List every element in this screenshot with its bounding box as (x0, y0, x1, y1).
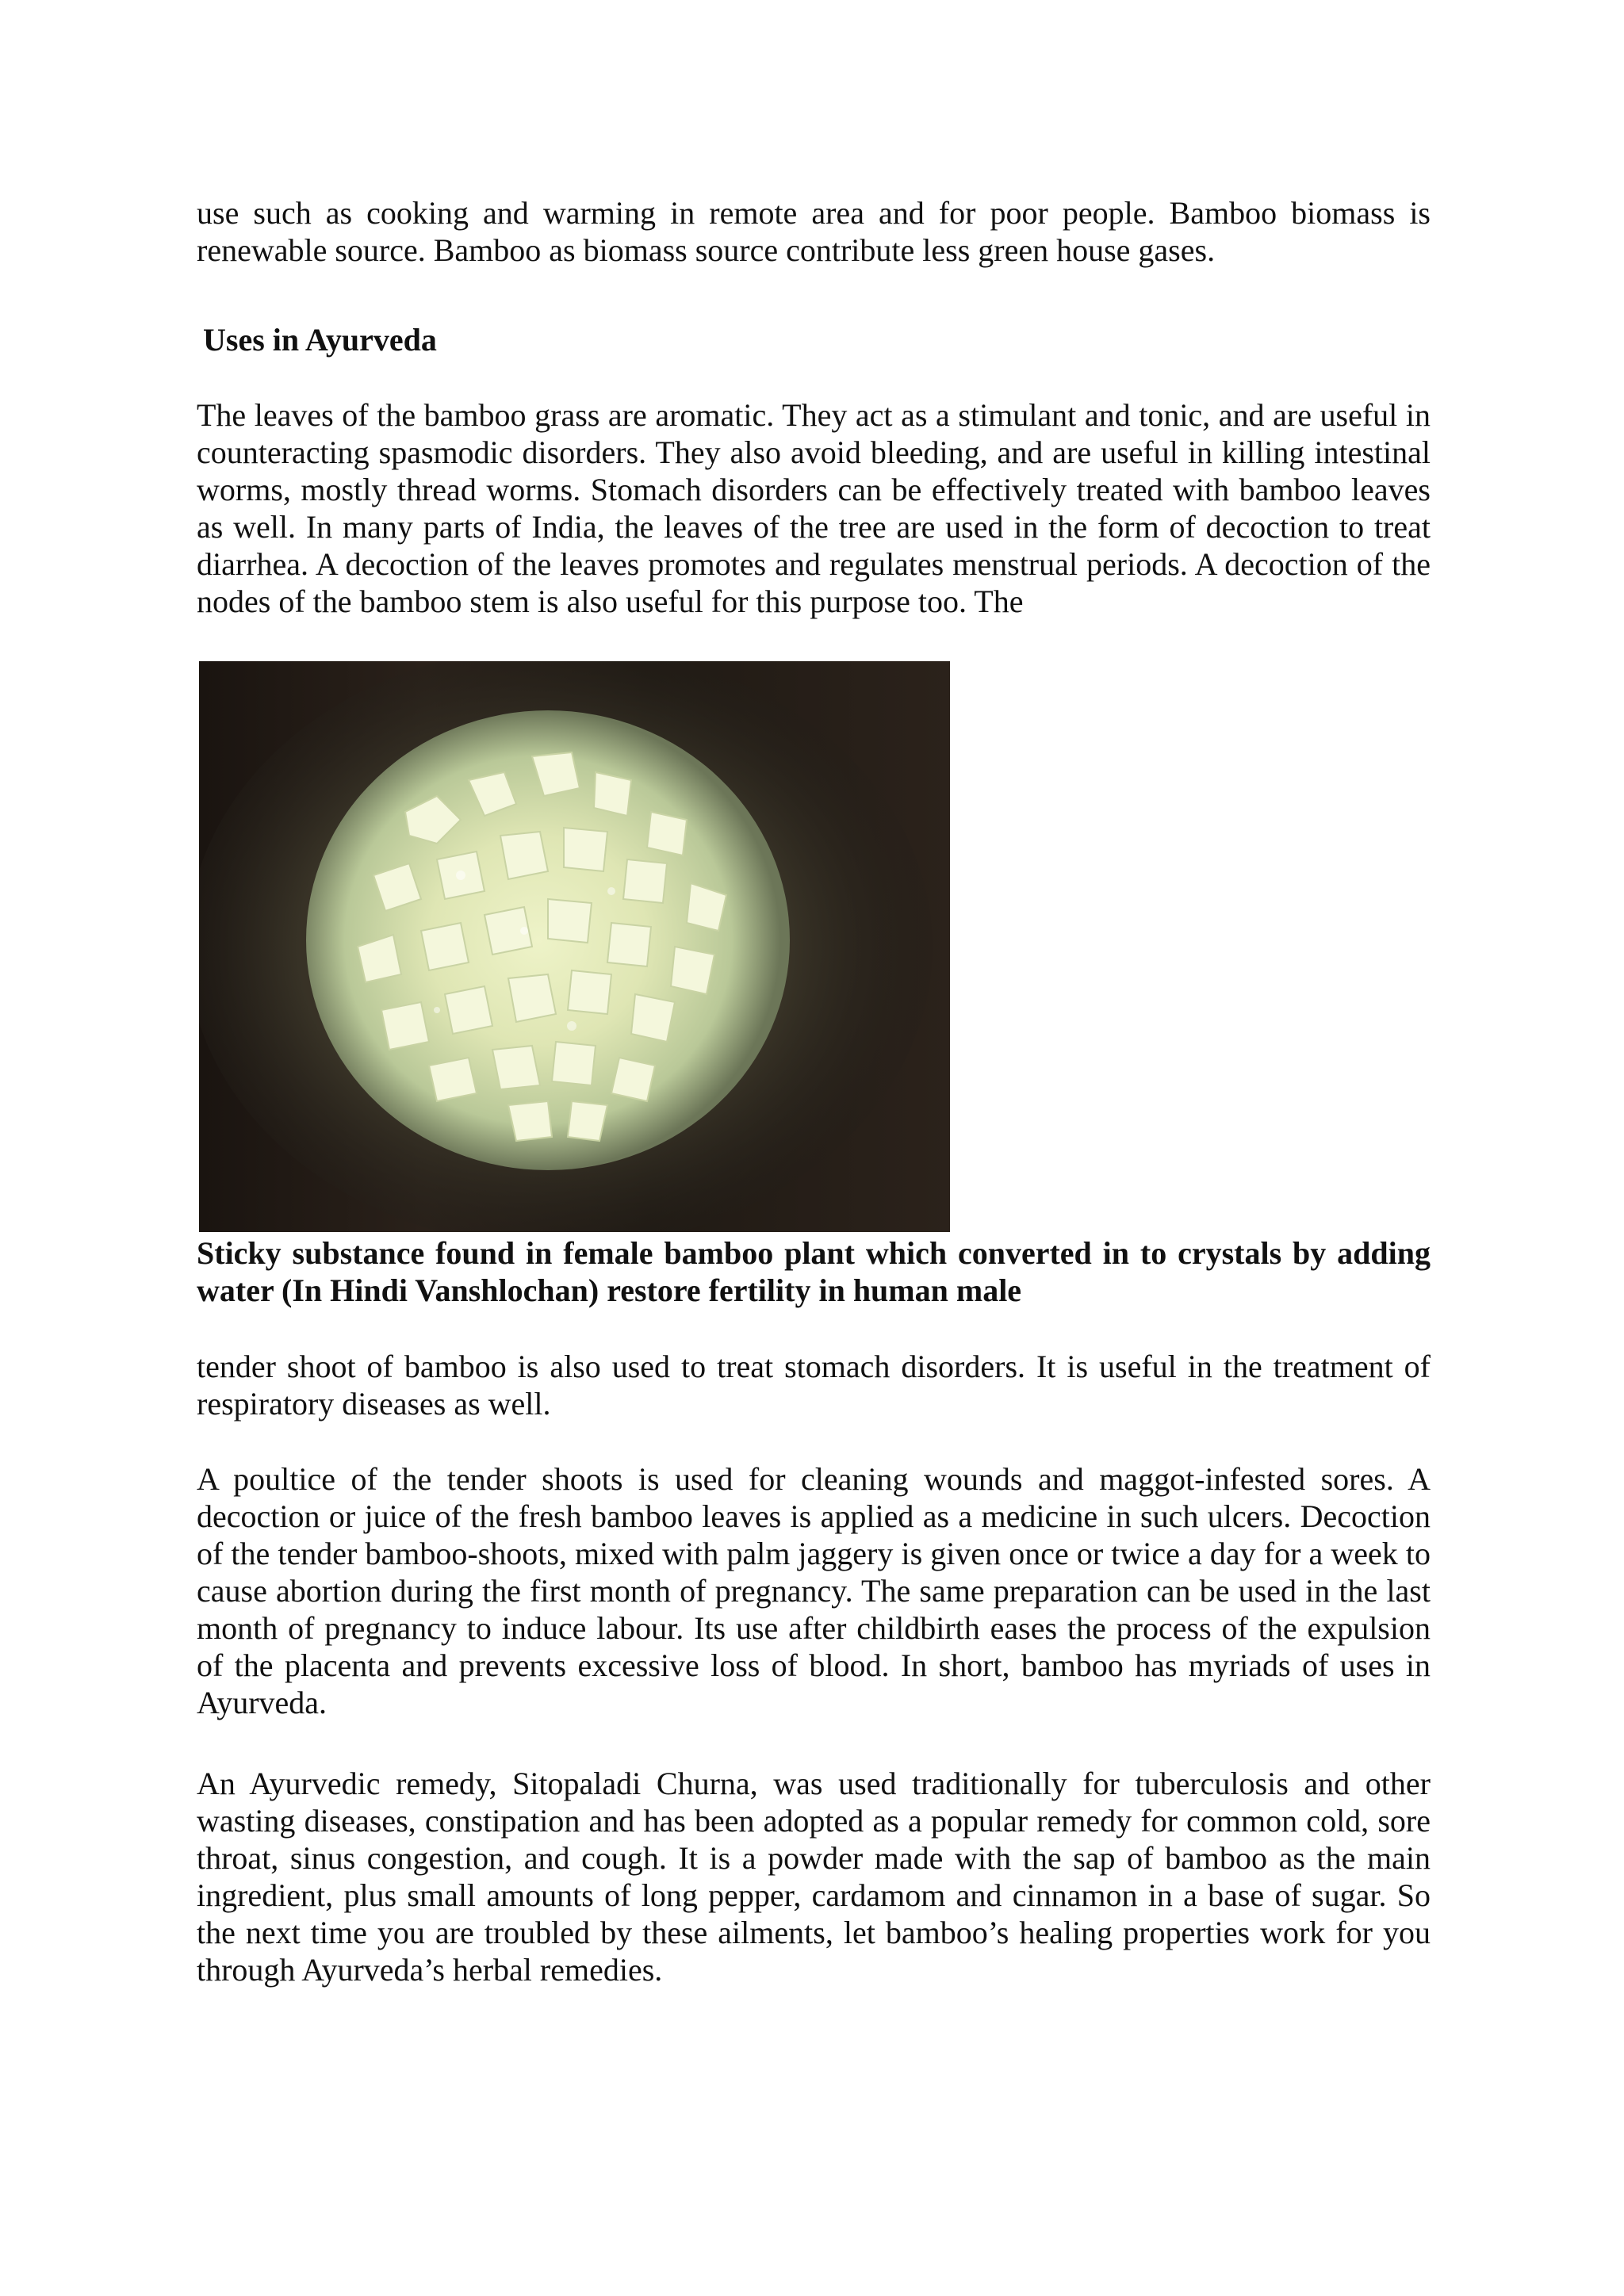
figure-caption: Sticky substance found in female bamboo plant which converted in to crystals by adding water (In Hindi Vanshlochan) restore fertility in human male (197, 1235, 1431, 1308)
paragraph-poultice: A poultice of the tender shoots is used for cleaning wounds and maggot-infested sores. A decoction or juice of the fresh bamboo leaves is applied as a medicine in such ulcers. Decoction of the tender bamboo-shoots, mixed with palm jaggery is given once or twice a day for a week to cause abortion during the first month of pregnancy. The same preparation can be used in the last month of pregnancy to induce labour. Its use after childbirth eases the process of the expulsion of the placenta and prevents excessive loss of blood. In short, bamboo has myriads of uses in Ayurveda. (197, 1461, 1431, 1720)
paragraph-leaves: The leaves of the bamboo grass are aromatic. They act as a stimulant and tonic, and are useful in counteracting spasmodic disorders. They also avoid bleeding, and are useful in killing intestinal worms, mostly thread worms. Stomach disorders can be effectively treated with bamboo leaves as well. In many parts of India, the leaves of the tree are used in the form of decoction to treat diarrhea. A decoction of the leaves promotes and regulates menstrual periods. A decoction of the nodes of the bamboo stem is also useful for this purpose too. The (197, 397, 1431, 619)
paragraph-sitopaladi: An Ayurvedic remedy, Sitopaladi Churna, was used traditionally for tuberculosis and other wasting diseases, constipation and has been adopted as a popular remedy for common cold, sore throat, sinus congestion, and cough. It is a powder made with the sap of bamboo as the main ingredient, plus small amounts of long pepper, cardamom and cinnamon in a base of sugar. So the next time you are troubled by these ailments, let bamboo’s healing properties work for you through Ayurveda’s herbal remedies. (197, 1766, 1431, 1988)
paragraph-tender-shoot: tender shoot of bamboo is also used to treat stomach disorders. It is useful in the treatment of respiratory diseases as well. (197, 1349, 1431, 1422)
intro-paragraph: use such as cooking and warming in remote area and for poor people. Bamboo biomass is renewable source. Bamboo as biomass source contribute less green house gases. (197, 195, 1431, 268)
section-heading: Uses in Ayurveda (203, 322, 437, 358)
vanshlochan-crystals-photo (199, 661, 950, 1232)
